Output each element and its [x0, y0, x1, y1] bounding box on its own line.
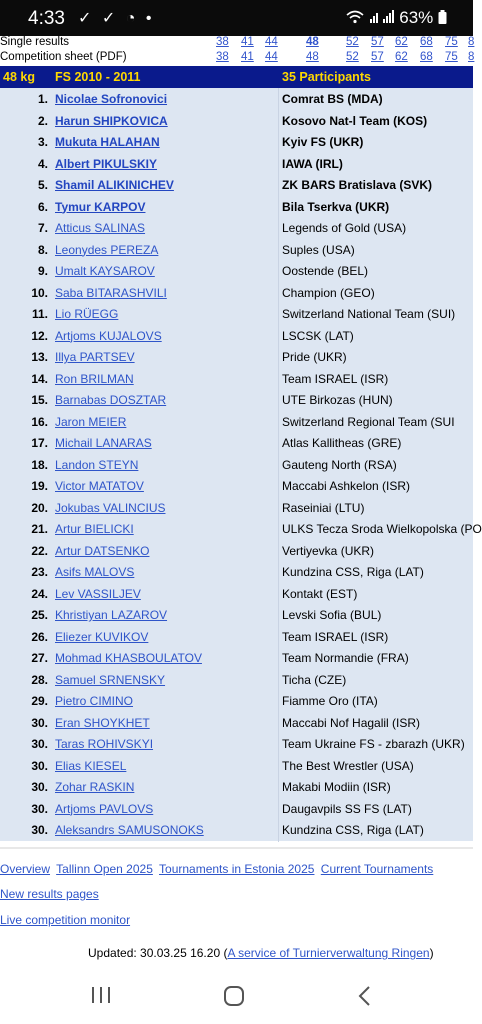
- table-row: [0, 282, 473, 304]
- table-row: [0, 583, 473, 605]
- footer-new-results: [0, 887, 99, 901]
- rank: 27.: [31, 651, 48, 665]
- club-name: Raseiniai (LTU): [282, 500, 365, 515]
- table-row: [0, 88, 473, 110]
- wrestler-name-link[interactable]: Illya PARTSEV: [55, 350, 135, 364]
- recent-apps-icon[interactable]: [90, 985, 112, 1005]
- weight-link[interactable]: 75: [445, 36, 458, 48]
- wrestler-name-link[interactable]: Artur DATSENKO: [55, 543, 150, 558]
- club-name: Team Normandie (FRA): [282, 651, 409, 665]
- rank: 13.: [31, 350, 48, 364]
- wrestler-name-link[interactable]: Atticus SALINAS: [55, 221, 146, 235]
- rank: 21.: [31, 522, 48, 536]
- pdf-link[interactable]: 62: [395, 51, 408, 63]
- weight-link[interactable]: 41: [241, 36, 254, 48]
- rank: 30.: [31, 715, 48, 730]
- table-row: [0, 346, 473, 368]
- footer-divider: [0, 847, 473, 849]
- weight-link[interactable]: 38: [216, 36, 229, 48]
- wrestler-name-link[interactable]: Khristiyan LAZAROV: [55, 608, 168, 622]
- clock: 4:33: [28, 8, 65, 29]
- rank: 30.: [31, 801, 48, 816]
- wrestler-name-link[interactable]: Jaron MEIER: [55, 414, 127, 429]
- club-name: ZK BARS Bratislava (SVK): [282, 178, 433, 192]
- weight-link[interactable]: 8: [468, 36, 475, 48]
- status-bar: [0, 0, 473, 36]
- rank: 3.: [37, 135, 48, 149]
- rank: 29.: [31, 694, 48, 708]
- rank: 23.: [31, 565, 48, 579]
- wrestler-name-link[interactable]: Asifs MALOVS: [55, 565, 135, 579]
- rank: 30.: [31, 780, 48, 794]
- wrestler-name-link[interactable]: Taras ROHIVSKYI: [55, 737, 154, 751]
- wrestler-name-link[interactable]: Leonydes PEREZA: [55, 242, 159, 257]
- weight-link-current[interactable]: 48: [306, 36, 319, 48]
- wrestler-name-link[interactable]: Aleksandrs SAMUSONOKS: [55, 823, 204, 837]
- club-name: Atlas Kallitheas (GRE): [282, 436, 402, 450]
- table-row: [0, 733, 473, 755]
- table-row: [0, 239, 473, 261]
- updated-line: [88, 946, 434, 960]
- rank: 9.: [37, 264, 48, 278]
- new-results-link[interactable]: New results pages: [0, 887, 99, 901]
- table-row: [0, 217, 473, 239]
- weight-link[interactable]: 52: [346, 36, 359, 48]
- rank: 2.: [37, 113, 48, 128]
- single-results-row: [0, 36, 473, 50]
- pdf-link[interactable]: 48: [306, 51, 319, 63]
- table-row: [0, 647, 473, 669]
- club-name: Team ISRAEL (ISR): [282, 371, 389, 386]
- table-row: [0, 131, 473, 153]
- rank: 14.: [31, 371, 48, 386]
- wrestler-name-link[interactable]: Eran SHOYKHET: [55, 715, 150, 730]
- weight-link[interactable]: 44: [265, 36, 278, 48]
- club-name: Vertiyevka (UKR): [282, 543, 375, 558]
- club-name: Pride (UKR): [282, 350, 347, 364]
- wrestler-name-link[interactable]: Barnabas DOSZTAR: [55, 393, 167, 407]
- single-results-label: Single results: [0, 36, 70, 48]
- rank: 30.: [31, 737, 48, 751]
- wrestler-name-link[interactable]: Samuel SRNENSKY: [55, 672, 166, 687]
- wrestler-name-link[interactable]: Artjoms PAVLOVS: [55, 801, 154, 816]
- club-name: The Best Wrestler (USA): [282, 758, 414, 773]
- updated-suffix: ): [429, 946, 434, 960]
- wrestler-name-link[interactable]: Shamil ALIKINICHEV: [55, 178, 174, 192]
- rank: 10.: [31, 285, 48, 300]
- pdf-link[interactable]: 8: [468, 51, 475, 63]
- club-name: IAWA (IRL): [282, 156, 343, 171]
- competition-sheet-label: Competition sheet (PDF): [0, 51, 127, 63]
- service-link[interactable]: A service of Turnierverwaltung Ringen: [227, 946, 430, 960]
- wrestler-name-link[interactable]: Pietro CIMINO: [55, 694, 134, 708]
- club-name: Champion (GEO): [282, 285, 375, 300]
- wrestler-name-link[interactable]: Umalt KAYSAROV: [55, 264, 155, 278]
- rank: 5.: [37, 178, 48, 192]
- club-name: Maccabi Ashkelon (ISR): [282, 479, 411, 493]
- rank: 22.: [31, 543, 48, 558]
- club-name: Team Ukraine FS - zbarazh (UKR): [282, 737, 465, 751]
- club-name: Oostende (BEL): [282, 264, 369, 278]
- table-row: [0, 389, 473, 411]
- wrestler-name-link[interactable]: Tymur KARPOV: [55, 199, 146, 214]
- wrestler-name-link[interactable]: Lev VASSILJEV: [55, 586, 141, 601]
- wrestler-name-link[interactable]: Lio RÜEGG: [55, 307, 119, 321]
- wrestler-name-link[interactable]: Albert PIKULSKIY: [55, 156, 158, 171]
- android-nav-bar: [0, 975, 473, 1024]
- table-row: [0, 755, 473, 777]
- table-row: [0, 518, 482, 540]
- wrestler-name-link[interactable]: Landon STEYN: [55, 457, 139, 472]
- table-row: [0, 153, 473, 175]
- club-name: Levski Sofia (BUL): [282, 608, 382, 622]
- table-row: [0, 110, 473, 132]
- club-name: ULKS Tecza Sroda Wielkopolska (PO: [282, 522, 482, 536]
- table-row: [0, 432, 473, 454]
- club-name: Team ISRAEL (ISR): [282, 629, 389, 644]
- rank: 12.: [31, 328, 48, 343]
- club-name: UTE Birkozas (HUN): [282, 393, 393, 407]
- table-row: [0, 776, 473, 798]
- competition-sheet-row: [0, 51, 473, 65]
- table-row: [0, 174, 473, 196]
- table-row: [0, 819, 473, 841]
- club-name: Comrat BS (MDA): [282, 92, 383, 106]
- column-divider: [278, 88, 279, 842]
- club-name: Gauteng North (RSA): [282, 457, 397, 472]
- club-name: Kundzina CSS, Riga (LAT): [282, 565, 424, 579]
- wrestler-name-link[interactable]: Michail LANARAS: [55, 436, 152, 450]
- rank: 30.: [31, 823, 48, 837]
- pdf-link[interactable]: 68: [420, 51, 433, 63]
- pdf-link[interactable]: 75: [445, 51, 458, 63]
- wrestler-name-link[interactable]: Mohmad KHASBOULATOV: [55, 651, 202, 665]
- wrestler-name-link[interactable]: Artur BIELICKI: [55, 522, 134, 536]
- club-name: Daugavpils SS FS (LAT): [282, 801, 412, 816]
- wrestler-name-link[interactable]: Elias KIESEL: [55, 758, 127, 773]
- estonia-tournaments-link[interactable]: Tournaments in Estonia 2025: [159, 862, 315, 876]
- wrestler-name-link[interactable]: Harun SHIPKOVICA: [55, 113, 168, 128]
- club-name: Switzerland National Team (SUI): [282, 307, 456, 321]
- rank: 4.: [37, 156, 48, 171]
- pdf-link[interactable]: 44: [265, 51, 278, 63]
- signal-icon: [369, 10, 395, 24]
- rank: 25.: [31, 608, 48, 622]
- notification-icons: ✓ ✓ ◔ •: [78, 10, 155, 27]
- rank: 28.: [31, 672, 48, 687]
- rank: 6.: [37, 199, 48, 214]
- club-name: Kundzina CSS, Riga (LAT): [282, 823, 424, 837]
- rank: 20.: [31, 500, 48, 515]
- weight-link[interactable]: 68: [420, 36, 433, 48]
- wrestler-name-link[interactable]: Mukuta HALAHAN: [55, 135, 160, 149]
- home-icon[interactable]: [223, 985, 245, 1007]
- table-row: [0, 303, 473, 325]
- battery-icon: [438, 10, 447, 24]
- footer-live: [0, 913, 130, 927]
- pdf-link[interactable]: 41: [241, 51, 254, 63]
- club-name: Fiamme Oro (ITA): [282, 694, 378, 708]
- club-name: Kosovo Nat-l Team (KOS): [282, 113, 428, 128]
- wrestler-name-link[interactable]: Jokubas VALINCIUS: [55, 500, 166, 515]
- table-row: [0, 604, 473, 626]
- battery-percent: 63%: [399, 8, 434, 27]
- club-name: LSCSK (LAT): [282, 328, 354, 343]
- live-monitor-link[interactable]: Live competition monitor: [0, 913, 131, 927]
- table-row: [0, 669, 473, 691]
- overview-link[interactable]: Overview: [0, 862, 51, 876]
- rank: 24.: [31, 586, 48, 601]
- table-row: [0, 798, 473, 820]
- rank: 8.: [37, 242, 48, 257]
- rank: 7.: [37, 221, 48, 235]
- wrestler-name-link[interactable]: Eliezer KUVIKOV: [55, 629, 149, 644]
- weight-class: 48 kg: [3, 70, 35, 84]
- club-name: Switzerland Regional Team (SUI: [282, 414, 455, 429]
- weight-class-links: [0, 36, 473, 66]
- table-row: [0, 368, 473, 390]
- table-row: [0, 690, 473, 712]
- club-name: Legends of Gold (USA): [282, 221, 407, 235]
- wrestler-name-link[interactable]: Ron BRILMAN: [55, 371, 134, 386]
- participant-count: 35 Participants: [282, 70, 371, 84]
- current-tournaments-link[interactable]: Current Tournaments: [320, 862, 434, 876]
- club-name: Makabi Modiin (ISR): [282, 780, 391, 794]
- pdf-link[interactable]: 57: [371, 51, 384, 63]
- table-row: [0, 196, 473, 218]
- table-row: [0, 561, 473, 583]
- wrestler-name-link[interactable]: Victor MATATOV: [55, 479, 144, 493]
- wrestler-name-link[interactable]: Artjoms KUJALOVS: [55, 328, 162, 343]
- table-row: [0, 540, 473, 562]
- rank: 26.: [31, 629, 48, 644]
- table-row: [0, 497, 473, 519]
- club-name: Bila Tserkva (UKR): [282, 199, 390, 214]
- rank: 17.: [31, 436, 48, 450]
- club-name: Suples (USA): [282, 242, 355, 257]
- tournament-link[interactable]: Tallinn Open 2025: [56, 862, 153, 876]
- pdf-link[interactable]: 52: [346, 51, 359, 63]
- club-name: Maccabi Nof Hagalil (ISR): [282, 715, 421, 730]
- rank: 16.: [31, 414, 48, 429]
- table-row: [0, 712, 473, 734]
- rank: 15.: [31, 393, 48, 407]
- system-status: [346, 8, 447, 28]
- rank: 19.: [31, 479, 48, 493]
- wrestler-name-link[interactable]: Zohar RASKIN: [55, 780, 135, 794]
- rank: 30.: [31, 758, 48, 773]
- table-row: [0, 411, 473, 433]
- table-row: [0, 325, 473, 347]
- wifi-icon: [346, 10, 364, 24]
- weight-link[interactable]: 62: [395, 36, 408, 48]
- weight-link[interactable]: 57: [371, 36, 384, 48]
- rank: 11.: [31, 307, 48, 321]
- back-icon[interactable]: [357, 985, 373, 1007]
- table-row: [0, 454, 473, 476]
- club-name: Kontakt (EST): [282, 586, 358, 601]
- wrestler-name-link[interactable]: Nicolae Sofronovici: [55, 92, 168, 106]
- table-row: [0, 626, 473, 648]
- club-name: Ticha (CZE): [282, 672, 347, 687]
- club-name: Kyiv FS (UKR): [282, 135, 364, 149]
- updated-text: Updated: 30.03.25 16.20 (: [88, 946, 228, 960]
- category-header: [0, 66, 473, 88]
- table-row: [0, 260, 473, 282]
- table-row: [0, 475, 473, 497]
- rank: 18.: [31, 457, 48, 472]
- pdf-link[interactable]: 38: [216, 51, 229, 63]
- wrestler-name-link[interactable]: Saba BITARASHVILI: [55, 285, 167, 300]
- footer-nav: [0, 862, 433, 876]
- rank: 1.: [37, 92, 48, 106]
- style-age-group: FS 2010 - 2011: [55, 70, 141, 84]
